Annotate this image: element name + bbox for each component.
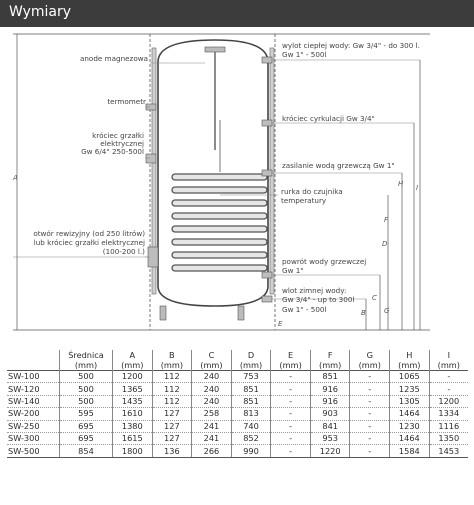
label-hot-outlet-1: wylot ciepłej wody: Gw 3/4" - do 300 l. <box>282 41 420 50</box>
dim-letter-e: E <box>278 320 283 328</box>
cell: 241 <box>192 420 232 432</box>
cell: - <box>350 383 390 395</box>
cell: 127 <box>152 408 192 420</box>
cell: 112 <box>152 395 192 407</box>
label-sensor-1: rurka do czujnika <box>281 187 343 196</box>
cell-model: SW-250 <box>7 420 60 432</box>
cell: 240 <box>192 383 232 395</box>
cell: 813 <box>231 408 271 420</box>
cell: 127 <box>152 432 192 444</box>
dim-letter-h: H <box>398 180 404 188</box>
cell: - <box>350 445 390 457</box>
cell-model: SW-200 <box>7 408 60 420</box>
header-d: D (mm) <box>231 350 271 371</box>
label-anode: anode magnezowa <box>79 54 148 63</box>
cell: 112 <box>152 371 192 383</box>
label-heater-3: Gw 6/4" 250-500l <box>81 147 144 156</box>
cell: 1220 <box>310 445 350 457</box>
label-inspection-1: otwór rewizyjny (od 250 litrów) <box>33 229 145 238</box>
table-row <box>7 432 468 444</box>
cell: 1116 <box>429 420 468 432</box>
cell: 953 <box>310 432 350 444</box>
table-row <box>7 408 468 420</box>
section-title: Wymiary <box>9 4 72 20</box>
cell: 1065 <box>390 371 430 383</box>
dim-letter-d: D <box>382 240 388 248</box>
cell: 1380 <box>113 420 153 432</box>
cell: - <box>271 432 311 444</box>
dim-letter-g: G <box>384 307 390 315</box>
table-row <box>7 420 468 432</box>
cell: 852 <box>231 432 271 444</box>
dim-letter-f: F <box>384 216 389 224</box>
header-h: H (mm) <box>390 350 430 371</box>
cell: - <box>271 395 311 407</box>
label-circulation: króciec cyrkulacji Gw 3/4" <box>282 114 375 123</box>
header-e: E (mm) <box>271 350 311 371</box>
cell: 500 <box>60 383 113 395</box>
cell: 1800 <box>113 445 153 457</box>
cell: 500 <box>60 371 113 383</box>
cell: - <box>429 371 468 383</box>
cell: 1610 <box>113 408 153 420</box>
cell-model: SW-140 <box>7 395 60 407</box>
cell: 1435 <box>113 395 153 407</box>
cell: 916 <box>310 383 350 395</box>
cell: 258 <box>192 408 232 420</box>
cell: 240 <box>192 371 232 383</box>
label-thermometer: termometr <box>107 97 146 106</box>
cell: 916 <box>310 395 350 407</box>
header-model <box>7 350 60 371</box>
label-heater-2: elektrycznej <box>100 139 144 148</box>
label-cold-inlet-3: Gw 1" - 500l <box>282 305 327 314</box>
label-coil-supply: zasilanie wodą grzewczą Gw 1" <box>282 161 395 170</box>
cell: 266 <box>192 445 232 457</box>
cell: 127 <box>152 420 192 432</box>
cell: - <box>350 420 390 432</box>
header-f: F (mm) <box>310 350 350 371</box>
header-b: B (mm) <box>152 350 192 371</box>
table-header-row <box>7 350 468 371</box>
cell: 240 <box>192 395 232 407</box>
dimensions-table <box>7 350 468 458</box>
cell: 1584 <box>390 445 430 457</box>
cell-model: SW-100 <box>7 371 60 383</box>
cell: 1334 <box>429 408 468 420</box>
cell: 595 <box>60 408 113 420</box>
label-cold-inlet-2: Gw 3/4" - up to 300l <box>282 295 355 304</box>
label-heater-1: króciec grzałki <box>92 131 144 140</box>
label-sensor-2: temperatury <box>281 196 327 205</box>
cell: 753 <box>231 371 271 383</box>
table-row <box>7 445 468 457</box>
cell: 1464 <box>390 408 430 420</box>
cell: 1200 <box>113 371 153 383</box>
cell: 1365 <box>113 383 153 395</box>
table-row <box>7 371 468 383</box>
cell: - <box>350 371 390 383</box>
label-coil-return-1: powrót wody grzewczej <box>282 257 367 266</box>
cell: - <box>271 408 311 420</box>
header-i: I (mm) <box>429 350 468 371</box>
cell: 1464 <box>390 432 430 444</box>
cell: 136 <box>152 445 192 457</box>
cell: - <box>350 432 390 444</box>
cell: 695 <box>60 420 113 432</box>
cell-model: SW-500 <box>7 445 60 457</box>
cell: 903 <box>310 408 350 420</box>
cell: - <box>271 371 311 383</box>
cell: - <box>429 383 468 395</box>
cell: 112 <box>152 383 192 395</box>
cell-model: SW-120 <box>7 383 60 395</box>
cell: 1350 <box>429 432 468 444</box>
label-cold-inlet-1: wlot zimnej wody: <box>282 286 347 295</box>
dim-letter-c: C <box>372 294 377 302</box>
cell: 500 <box>60 395 113 407</box>
cell: - <box>271 420 311 432</box>
cell: 740 <box>231 420 271 432</box>
cell: 1453 <box>429 445 468 457</box>
cell: 241 <box>192 432 232 444</box>
label-coil-return-2: Gw 1" <box>282 266 304 275</box>
dim-letter-a: A <box>13 174 18 182</box>
cell: - <box>271 383 311 395</box>
cell: 990 <box>231 445 271 457</box>
table-row <box>7 383 468 395</box>
header-diameter: Średnica (mm) <box>60 350 113 371</box>
header-a: A (mm) <box>113 350 153 371</box>
cell: 1615 <box>113 432 153 444</box>
cell: 1235 <box>390 383 430 395</box>
cell: 851 <box>231 395 271 407</box>
cell: - <box>271 445 311 457</box>
cell: 1200 <box>429 395 468 407</box>
cell: 854 <box>60 445 113 457</box>
cell: - <box>350 408 390 420</box>
label-inspection-3: (100-200 l.) <box>102 247 145 256</box>
header-c: C (mm) <box>192 350 232 371</box>
cell: 695 <box>60 432 113 444</box>
dim-letter-i: I <box>416 184 419 192</box>
cell: 1230 <box>390 420 430 432</box>
cell-model: SW-300 <box>7 432 60 444</box>
dim-letter-b: B <box>361 309 366 317</box>
label-hot-outlet-2: Gw 1" - 500l <box>282 50 327 59</box>
cell: 851 <box>231 383 271 395</box>
table-row <box>7 395 468 407</box>
cell: 851 <box>310 371 350 383</box>
cell: - <box>350 395 390 407</box>
header-g: G (mm) <box>350 350 390 371</box>
cell: 841 <box>310 420 350 432</box>
cell: 1305 <box>390 395 430 407</box>
label-inspection-2: lub króciec grzałki elektrycznej <box>33 238 145 247</box>
